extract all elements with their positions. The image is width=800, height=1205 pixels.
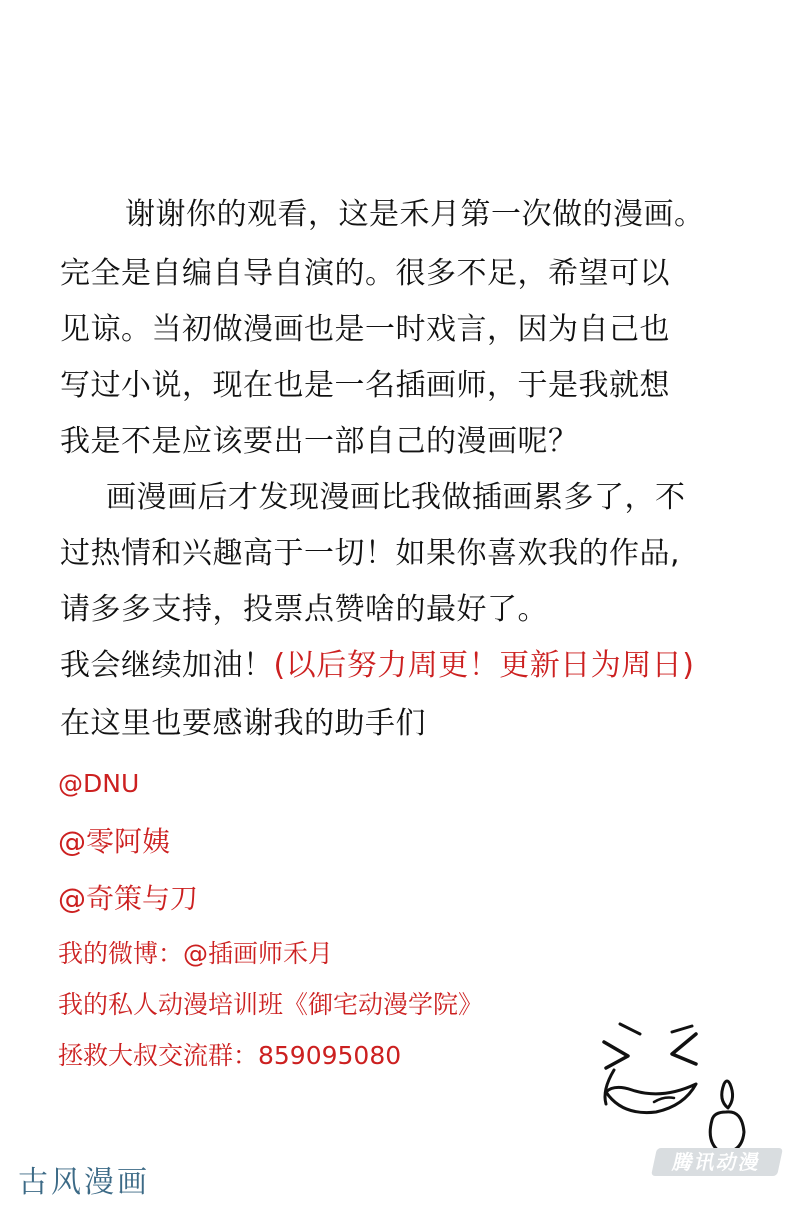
source-watermark: 古风漫画 [18, 1165, 150, 1200]
paragraph-line: 画漫画后才发现漫画比我做插画累多了，不 [106, 480, 686, 515]
paragraph-line: 谢谢你的观看，这是禾月第一次做的漫画。 [125, 197, 705, 232]
grinning-face-doodle [592, 1012, 762, 1162]
helper-handle: @奇策与刀 [58, 882, 199, 915]
paragraph-line: 过热情和兴趣高于一切！如果你喜欢我的作品, [60, 536, 681, 571]
group-info: 拯救大叔交流群：859095080 [58, 1041, 402, 1070]
paragraph-line: 在这里也要感谢我的助手们 [60, 706, 426, 741]
school-info: 我的私人动漫培训班《御宅动漫学院》 [58, 990, 484, 1019]
paragraph-line: 见谅。当初做漫画也是一时戏言，因为自己也 [60, 312, 670, 347]
paragraph-line: 我是不是应该要出一部自己的漫画呢？ [60, 424, 579, 459]
helper-handle: @零阿姨 [58, 825, 171, 858]
publisher-watermark-logo: 腾讯动漫 [651, 1148, 783, 1176]
paragraph-line: 请多多支持，投票点赞啥的最好了。 [60, 592, 548, 627]
update-schedule-note: (以后努力周更！更新日为周日) [273, 648, 695, 683]
paragraph-line: 写过小说，现在也是一名插画师，于是我就想 [60, 368, 670, 403]
weibo-info: 我的微博：@插画师禾月 [58, 939, 334, 968]
encourage-text: 我会继续加油！ [60, 648, 274, 683]
paragraph-line: 完全是自编自导自演的。很多不足，希望可以 [60, 256, 670, 291]
paragraph-line [60, 646, 694, 686]
helper-handle: @DNU [58, 769, 140, 798]
